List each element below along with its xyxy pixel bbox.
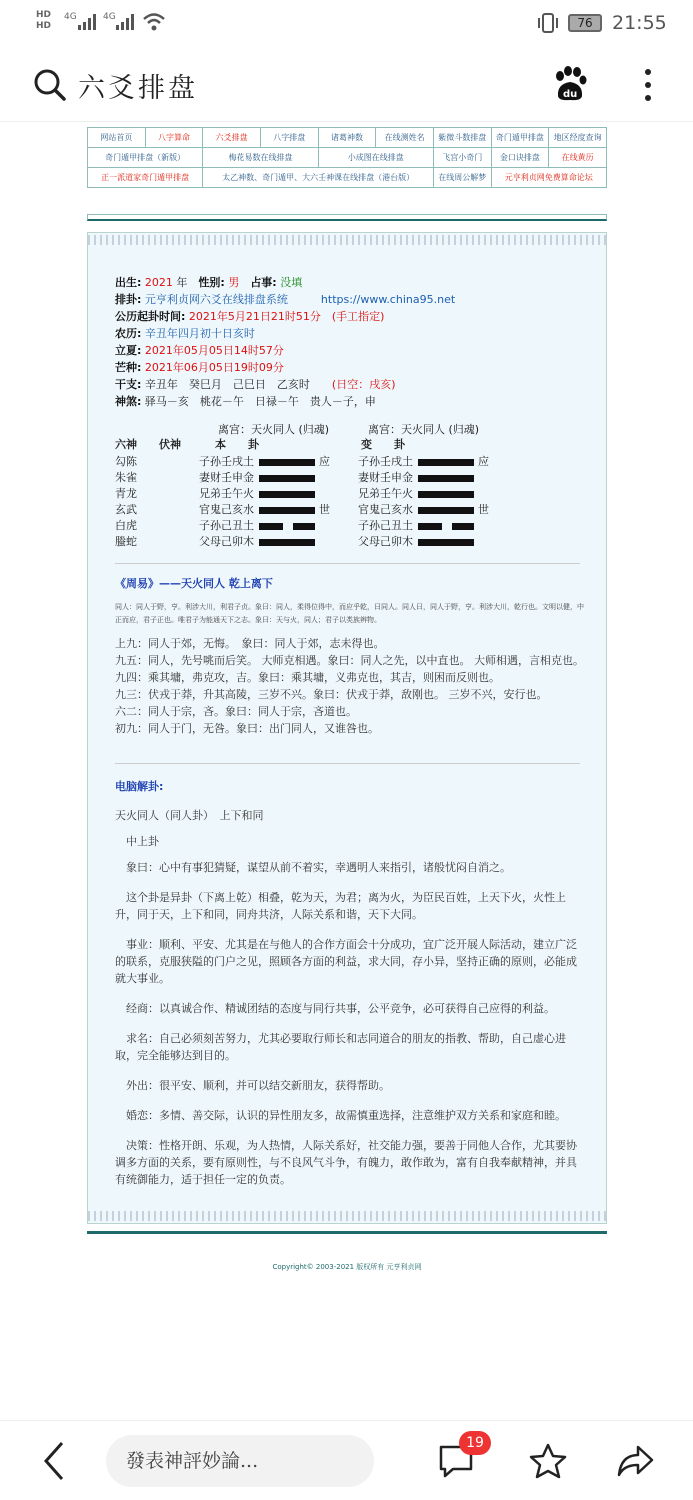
nav-zhuge[interactable]: 诸葛神数 [318,128,376,148]
browser-toolbar [0,46,693,122]
jiegua-name: 天火同人（同人卦） 上下和同 [115,809,264,822]
zhouyi-title: 《周易》——天火同人 乾上离下 [115,577,273,590]
yao-line-text: 初九：同人于门，无咎。象曰：出门同人，又谁咎也。 [115,722,379,735]
nav-bazi-suanming[interactable]: 八字算命 [145,128,203,148]
bian-yao: 子孙壬戌土 [358,455,413,468]
nav-ziwei[interactable]: 紫微斗数排盘 [433,128,491,148]
clock: 21:55 [612,12,667,34]
yin-line-left [259,523,283,530]
info-shensha: 神煞: 驿马－亥 桃花－午 日禄－午 贵人－子，申 [115,395,376,408]
nav-zhengyi-qimen[interactable]: 正一派道家奇门遁甲排盘 [88,168,203,188]
jiegua-paragraph: 外出：很平安、顺利，并可以结交新朋友，获得帮助。 [126,1079,390,1092]
ben-yao: 官鬼己亥水 [199,503,254,516]
jiegua-paragraph: 决策：性格开朗、乐观，为人热情，人际关系好，社交能力强，要善于同他人合作，尤其要协调多方面的关系，要有原则性，与不良风气斗争，有魄力，敢作敢为，富有自我奉献精神，并具有统御能力，适于担任一定的负责。 [115,1139,577,1186]
liushen: 勾陈 [115,455,137,468]
status-bar [0,0,693,46]
nav-name-test[interactable]: 在线测姓名 [376,128,434,148]
vibrate-icon [537,13,559,33]
yang-line [418,539,474,546]
nav-qimen[interactable]: 奇门遁甲排盘 [491,128,549,148]
info-time: 公历起卦时间: 2021年5月21日21时51分 (手工指定) [115,310,385,323]
svg-text:du: du [563,89,578,100]
nav-home[interactable]: 网站首页 [88,128,146,148]
result-panel: 出生: 2021 年 性别: 男 占事: 没填 排卦: 元亨利贞网六爻在线排盘系统 https://www.china95.net 公历起卦时间: 2021年5月21日21时51分 (手工指定) 农历: 辛丑年四月初十日亥时 立夏: 2021年05月05日14时57分 芒种: 2021年06月05日19时09分 干支: 辛丑年 癸巳月 己巳日 乙亥时 (日空：戌亥) 神煞: 驿马－亥 桃花－午 日禄－午 贵人－子，申 离宫：天火同人 (归魂) 离宫：天火同人 (归魂) 六神 伏神 本 卦 变 卦 勾陈 子孙壬戌土 应 子孙壬戌土 应 朱雀 妻财壬申金 妻财壬申金 青龙 兄弟壬午火 兄弟壬午火 玄武 官鬼己亥水 世 官鬼己亥水 世 白虎 子孙己丑土 子孙己丑土 螣蛇 父母己卯木 父母己卯木 《周易》——天火同人 乾上离下 同人：同人于野，亨。利涉大川，利君子贞。象曰：同人，柔得位得中，而应乎乾，曰同人。同人曰，同人于野，亨。利涉大川，乾行也。文明以健，中正而应，君子正也。唯君子为能通天下之志。象曰：天与火，同人；君子以类族辨物。 上九：同人于郊，无悔。 象曰：同人于郊，志未得也。 九五：同人，先号咷而后笑。 大师克相遇。象曰：同人之先，以中直也。 大师相遇，言相克也。 九四：乘其墉，弗克攻，吉。象曰：乘其墉，义弗克也，其吉，则困而反则也。 九三：伏戎于莽，升其高陵，三岁不兴。象曰：伏戎于莽，敌刚也。 三岁不兴，安行也。 六二：同人于宗，吝。象曰：同人于宗，吝道也。 初九：同人于门，无咎。象曰：出门同人，又谁咎也。 电脑解卦: 天火同人（同人卦） 上下和同 中上卦 象曰：心中有事犯猜疑，谋望从前不着实，幸遇明人来指引，诸般忧闷自消之。 这个卦是异卦（下离上乾）相叠，乾为天，为君；离为火，为臣民百姓，上天下火，火性上升，同于天，上下和同，同舟共济，人际关系和谐，天下大同。 事业：顺利、平安、尤其是在与他人的合作方面会十分成功，宜广泛开展人际活动，建立广泛的联系，克服狭隘的门户之见，照顾各方面的利益，求大同，存小异，坚持正确的原则，必能成就大事业。 经商：以真诚合作、精诚团结的态度与同行共事，公平竞争，必可获得自己应得的利益。 求名：自己必须刻苦努力，尤其必要取行师长和志同道合的朋友的指教、帮助，自己虚心进取，完全能够达到目的。 外出：很平安、顺利，并可以结交新朋友，获得帮助。 婚恋：多情、善交际，认识的异性朋友多，故需慎重选择，注意维护双方关系和家庭和睦。 决策：性格开朗、乐观，为人热情，人际关系好，社交能力强，要善于同他人合作，尤其要协调多方面的关系，要有原则性，与不良风气斗争，有魄力，敢作敢为，富有自我奉献精神，并具有统御能力，适于担任一定的负责。 [87,232,607,1224]
nav-zhougong[interactable]: 在线周公解梦 [433,168,491,188]
info-mangzhong: 芒种: 2021年06月05日19时09分 [115,361,284,374]
border-pattern-bottom [88,1211,606,1221]
yang-line [259,507,315,514]
nav-huangli[interactable]: 在线黄历 [549,148,607,168]
share-icon[interactable] [616,1443,654,1479]
liushen: 玄武 [115,503,137,516]
info-paigua: 排卦: 元亨利贞网六爻在线排盘系统 https://www.china95.net [115,293,456,306]
jiegua-paragraph: 象曰：心中有事犯猜疑，谋望从前不着实，幸遇明人来指引，诸般忧闷自消之。 [126,861,511,874]
yang-line [418,491,474,498]
hd-indicators: HD HD [36,10,52,31]
bottom-bar [0,1420,693,1500]
wifi-icon [142,12,166,32]
nav-jinkoujue[interactable]: 金口诀排盘 [491,148,549,168]
ben-yao: 妻财壬申金 [199,471,254,484]
yao-lines [115,635,585,737]
jiegua-paragraph: 经商：以真诚合作、精诚团结的态度与同行共事，公平竞争，必可获得自己应得的利益。 [126,1002,555,1015]
yin-line-right [293,523,315,530]
more-menu-icon[interactable] [643,68,653,102]
info-lixia: 立夏: 2021年05月05日14时57分 [115,344,284,357]
divider-band [87,214,607,221]
nav-feigong[interactable]: 飞宫小奇门 [433,148,491,168]
jiegua-grade: 中上卦 [126,835,159,848]
comment-input[interactable]: 發表神評妙論... [106,1435,374,1487]
border-pattern-top [88,235,606,245]
shi-ying-mark-bian: 世 [478,503,489,516]
signal-4g-2: 4G [103,12,116,22]
divider-2 [115,763,580,764]
bian-yao: 官鬼己亥水 [358,503,413,516]
copyright: Copyright© 2003-2021 版权所有 元亨利贞网 [272,1263,422,1271]
ben-gua-title: 离宫：天火同人 (归魂) [218,423,330,436]
liushen: 青龙 [115,487,137,500]
yao-line-text: 九四：乘其墉，弗克攻，吉。象曰：乘其墉，义弗克也，其吉，则困而反则也。 [115,671,500,684]
star-icon[interactable] [529,1443,567,1479]
liushen: 螣蛇 [115,535,137,548]
search-icon[interactable] [33,68,67,102]
site-nav [87,127,607,188]
info-lunar: 农历: 辛丑年四月初十日亥时 [115,327,255,340]
bian-yao: 子孙己丑土 [358,519,413,532]
bian-yao: 兄弟壬午火 [358,487,413,500]
yang-line [259,539,315,546]
yao-line-text: 九三：伏戎于莽，升其高陵，三岁不兴。象曰：伏戎于莽，敌刚也。 三岁不兴，安行也。 [115,688,548,701]
yang-line [418,507,474,514]
shi-ying-mark-bian: 应 [478,455,489,468]
jiegua-paragraph: 求名：自己必须刻苦努力，尤其必要取行师长和志同道合的朋友的指教、帮助，自己虚心进取，完全能够达到目的。 [115,1032,566,1062]
jiegua-paragraph: 婚恋：多情、善交际，认识的异性朋友多，故需慎重选择，注意维护双方关系和家庭和睦。 [126,1109,566,1122]
search-query[interactable]: 六爻排盘 [78,73,198,104]
yin-line-right [452,523,474,530]
jiegua-paragraph: 事业：顺利、平安、尤其是在与他人的合作方面会十分成功，宜广泛开展人际活动，建立广泛的联系，克服狭隘的门户之见，照顾各方面的利益，求大同，存小异，坚持正确的原则，必能成就大事业。 [115,938,577,985]
ben-yao: 父母己卯木 [199,535,254,548]
signal-bars-icon [78,14,98,30]
jiegua-paragraphs [115,859,585,1201]
yao-line-text: 六二：同人于宗，吝。象曰：同人于宗，吝道也。 [115,705,357,718]
bian-yao: 妻财壬申金 [358,471,413,484]
site-url-link[interactable]: https://www.china95.net [320,293,456,306]
nav-forum[interactable]: 元亨利贞网免费算命论坛 [491,168,606,188]
nav-taiyi[interactable]: 太乙神数、奇门遁甲、大六壬神课在线排盘（港台版） [203,168,434,188]
yang-line [259,491,315,498]
ben-yao: 子孙己丑土 [199,519,254,532]
yao-line-text: 上九：同人于郊，无悔。 象曰：同人于郊，志未得也。 [115,637,385,650]
nav-meihua[interactable]: 梅花易数在线排盘 [203,148,318,168]
signal-4g-1: 4G [64,12,77,22]
ben-yao: 兄弟壬午火 [199,487,254,500]
nav-longitude[interactable]: 地区经度查询 [549,128,607,148]
back-icon[interactable] [42,1441,66,1481]
ben-yao: 子孙壬戌土 [199,455,254,468]
footer-rule [87,1231,607,1234]
zhouyi-gua-ci: 同人：同人于野，亨。利涉大川，利君子贞。象曰：同人，柔得位得中，而应乎乾，曰同人。同人曰，同人于野，亨。利涉大川，乾行也。文明以健，中正而应，君子正也。唯君子为能通天下之志。象曰：天与火，同人；君子以类族辨物。 [115,603,584,624]
nav-qimen-new[interactable]: 奇门遁甲排盘（新版） [88,148,203,168]
divider-1 [115,563,580,564]
battery-indicator: 76 [568,14,602,32]
shi-ying-mark: 世 [319,503,330,516]
nav-liuyao[interactable]: 六爻排盘 [203,128,261,148]
shi-ying-mark: 应 [319,455,330,468]
jiegua-title: 电脑解卦: [115,780,164,793]
signal-bars-icon-2 [116,14,136,30]
comment-count-badge: 19 [459,1431,491,1455]
bian-gua-title: 离宫：天火同人 (归魂) [368,423,480,436]
jiegua-paragraph: 这个卦是异卦（下离上乾）相叠，乾为天，为君；离为火，为臣民百姓，上天下火，火性上升，同于天，上下和同，同舟共济，人际关系和谐，天下大同。 [115,891,566,921]
nav-bazi-paipan[interactable]: 八字排盘 [260,128,318,148]
yang-line [259,459,315,466]
liushen: 朱雀 [115,471,137,484]
info-ganzhi: 干支: 辛丑年 癸巳月 己巳日 乙亥时 (日空：戌亥) [115,378,396,391]
yang-line [418,459,474,466]
bian-yao: 父母己卯木 [358,535,413,548]
baidu-paw-icon[interactable] [553,66,587,102]
liushen: 白虎 [115,519,137,532]
yang-line [259,475,315,482]
yang-line [418,475,474,482]
yin-line-left [418,523,442,530]
nav-xiaochengtu[interactable]: 小成图在线排盘 [318,148,433,168]
yao-line-text: 九五：同人，先号咷而后笑。 大师克相遇。象曰：同人之先，以中直也。 大师相遇，言相克也。 [115,654,584,667]
info-birth: 出生: 2021 年 性别: 男 占事: 没填 [115,276,303,289]
